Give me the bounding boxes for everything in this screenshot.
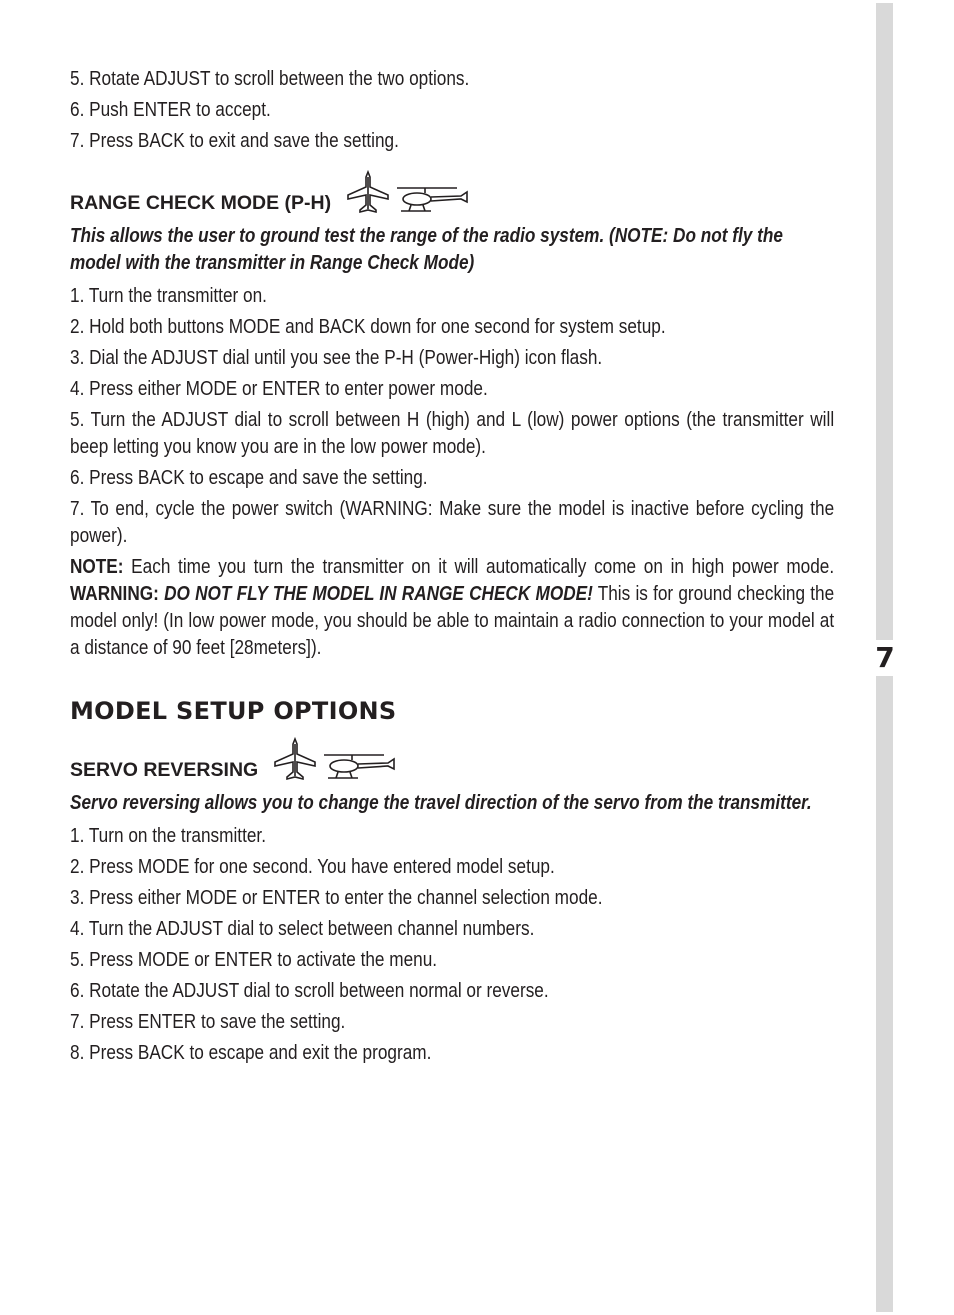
- servo-reversing-step: 7. Press ENTER to save the setting.: [70, 1011, 346, 1033]
- servo-reversing-step: 1. Turn on the transmitter.: [70, 825, 266, 847]
- top-step: 5. Rotate ADJUST to scroll between the two options.: [70, 68, 470, 90]
- servo-reversing-heading-label: SERVO REVERSING: [70, 759, 259, 781]
- range-check-note: [70, 554, 834, 662]
- range-check-step: 2. Hold both buttons MODE and BACK down for one second for system setup.: [70, 316, 666, 338]
- range-check-heading: [70, 169, 836, 215]
- top-step: 6. Push ENTER to accept.: [70, 99, 271, 121]
- range-check-step: 6. Press BACK to escape and save the setting.: [70, 467, 428, 489]
- range-check-step: 7. To end, cycle the power switch (WARNING: Make sure the model is inactive before cycling the power).: [70, 498, 835, 547]
- note-text: Each time you turn the transmitter on it will automatically come on in high power mode.: [123, 556, 835, 578]
- range-check-intro: This allows the user to ground test the range of the radio system. (NOTE: Do not fly the model with the transmitter in Range Check Mode): [70, 225, 783, 274]
- page-content: [70, 66, 836, 1071]
- page-number: 7: [870, 640, 900, 676]
- helicopter-icon: [395, 185, 469, 215]
- warning-text: This is for ground checking the model only! (In low power mode, you should be able to maintain a radio connection to your model at a distance of 90 feet [28meters]).: [70, 583, 835, 659]
- range-check-step: 4. Press either MODE or ENTER to enter power mode.: [70, 378, 488, 400]
- helicopter-icon: [322, 752, 396, 782]
- servo-reversing-step: 6. Rotate the ADJUST dial to scroll between normal or reverse.: [70, 980, 549, 1002]
- range-check-step: 3. Dial the ADJUST dial until you see the P-H (Power-High) icon flash.: [70, 347, 603, 369]
- range-check-step: 1. Turn the transmitter on.: [70, 285, 267, 307]
- servo-reversing-step: 8. Press BACK to escape and exit the program.: [70, 1042, 432, 1064]
- model-setup-title: MODEL SETUP OPTIONS: [70, 697, 397, 725]
- servo-reversing-step: 3. Press either MODE or ENTER to enter the channel selection mode.: [70, 887, 603, 909]
- airplane-icon: [345, 169, 391, 215]
- warning-emphasis: DO NOT FLY THE MODEL IN RANGE CHECK MODE!: [158, 583, 593, 605]
- range-check-step: 5. Turn the ADJUST dial to scroll between H (high) and L (low) power options (the transmitter will beep letting you know you are in the low power mode).: [70, 409, 835, 458]
- servo-reversing-step: 5. Press MODE or ENTER to activate the menu.: [70, 949, 438, 971]
- model-type-icons: [345, 169, 469, 215]
- servo-reversing-intro: Servo reversing allows you to change the travel direction of the servo from the transmitter.: [70, 792, 812, 814]
- warning-label: WARNING:: [70, 583, 159, 605]
- range-check-heading-label: RANGE CHECK MODE (P-H): [70, 192, 332, 214]
- airplane-icon: [272, 736, 318, 782]
- servo-reversing-step: 4. Turn the ADJUST dial to select between channel numbers.: [70, 918, 535, 940]
- top-step: 7. Press BACK to exit and save the setting.: [70, 130, 399, 152]
- model-type-icons: [272, 736, 396, 782]
- note-label: NOTE:: [70, 556, 124, 578]
- servo-reversing-step: 2. Press MODE for one second. You have entered model setup.: [70, 856, 555, 878]
- servo-reversing-heading: [70, 736, 836, 782]
